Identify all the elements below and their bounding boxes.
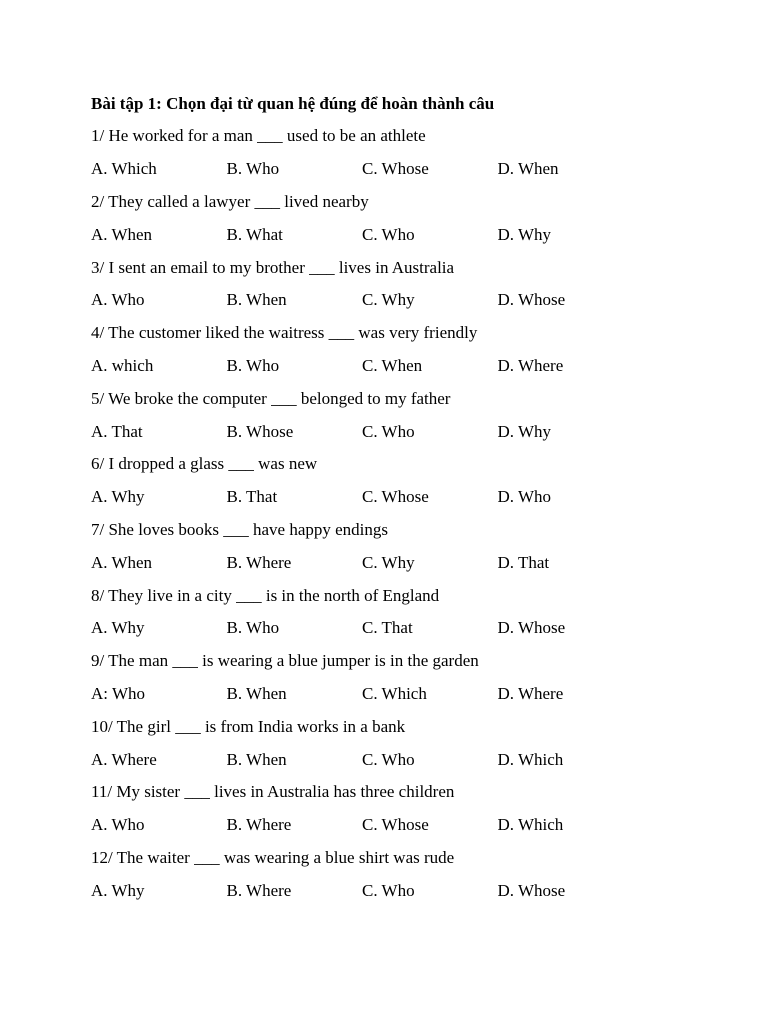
exercise-title: Bài tập 1: Chọn đại từ quan hệ đúng để hoàn thành câu: [91, 94, 495, 113]
option-b: B. Where: [226, 880, 292, 900]
question-item: [91, 190, 711, 256]
question-item: [91, 584, 711, 650]
worksheet: [91, 92, 711, 912]
question-item: [91, 518, 711, 584]
option-a: A. That: [91, 421, 143, 441]
question-text: 5/ We broke the computer ___ belonged to my father: [91, 388, 451, 408]
option-c: C. Whose: [362, 815, 429, 835]
option-a: A. Why: [91, 487, 145, 507]
option-d: D. Whose: [497, 290, 566, 310]
option-a: A. Why: [91, 618, 145, 638]
question-text: 8/ They live in a city ___ is in the north of England: [91, 585, 440, 605]
option-b: B. Where: [226, 552, 292, 572]
option-d: D. Why: [497, 224, 552, 244]
answer-options: [91, 748, 711, 772]
option-d: D. That: [497, 552, 550, 572]
question-item: [91, 649, 711, 715]
question-text: 4/ The customer liked the waitress ___ was very friendly: [91, 323, 478, 343]
option-a: A: Who: [91, 683, 145, 703]
question-item: [91, 321, 711, 387]
option-c: C. Who: [362, 880, 415, 900]
question-text: 12/ The waiter ___ was wearing a blue shirt was rude: [91, 847, 455, 867]
option-b: B. When: [226, 683, 287, 703]
option-c: C. Who: [362, 749, 415, 769]
option-a: A. When: [91, 552, 153, 572]
question-list: [91, 124, 711, 911]
answer-options: [91, 682, 711, 706]
option-b: B. When: [226, 290, 287, 310]
option-c: C. That: [362, 618, 413, 638]
question-item: [91, 256, 711, 322]
option-c: C. When: [362, 355, 423, 375]
option-c: C. Which: [362, 683, 427, 703]
answer-options: [91, 354, 711, 378]
question-item: [91, 124, 711, 190]
option-d: D. Where: [497, 355, 564, 375]
option-b: B. Who: [226, 159, 280, 179]
question-text: 9/ The man ___ is wearing a blue jumper is in the garden: [91, 651, 479, 671]
option-c: C. Why: [362, 552, 415, 572]
answer-options: [91, 223, 711, 247]
question-text: 11/ My sister ___ lives in Australia has three children: [91, 782, 455, 802]
option-d: D. Who: [497, 487, 552, 507]
question-text: 6/ I dropped a glass ___ was new: [91, 454, 318, 474]
option-b: B. Whose: [226, 421, 294, 441]
question-text: 3/ I sent an email to my brother ___ lives in Australia: [91, 257, 455, 277]
question-item: [91, 452, 711, 518]
question-item: [91, 846, 711, 912]
answer-options: [91, 420, 711, 444]
option-d: D. Which: [497, 815, 564, 835]
option-b: B. Who: [226, 355, 280, 375]
option-d: D. When: [497, 159, 559, 179]
question-text: 2/ They called a lawyer ___ lived nearby: [91, 191, 369, 211]
option-b: B. When: [226, 749, 287, 769]
option-d: D. Where: [497, 683, 564, 703]
option-d: D. Why: [497, 421, 552, 441]
option-c: C. Who: [362, 421, 415, 441]
option-a: A. Why: [91, 880, 145, 900]
option-c: C. Whose: [362, 159, 429, 179]
option-d: D. Whose: [497, 880, 566, 900]
answer-options: [91, 288, 711, 312]
option-c: C. Why: [362, 290, 415, 310]
option-b: B. What: [226, 224, 283, 244]
answer-options: [91, 157, 711, 181]
answer-options: [91, 616, 711, 640]
option-a: A. Who: [91, 815, 145, 835]
answer-options: [91, 485, 711, 509]
option-d: D. Whose: [497, 618, 566, 638]
option-c: C. Whose: [362, 487, 429, 507]
option-a: A. Who: [91, 290, 145, 310]
option-a: A. which: [91, 355, 154, 375]
question-text: 7/ She loves books ___ have happy endings: [91, 519, 388, 539]
option-b: B. That: [226, 487, 278, 507]
option-b: B. Who: [226, 618, 280, 638]
question-text: 1/ He worked for a man ___ used to be an athlete: [91, 126, 426, 146]
answer-options: [91, 813, 711, 837]
question-item: [91, 715, 711, 781]
option-b: B. Where: [226, 815, 292, 835]
answer-options: [91, 879, 711, 903]
option-a: A. Where: [91, 749, 157, 769]
question-text: 10/ The girl ___ is from India works in a bank: [91, 716, 406, 736]
question-item: [91, 780, 711, 846]
question-item: [91, 387, 711, 453]
option-a: A. Which: [91, 159, 157, 179]
option-a: A. When: [91, 224, 153, 244]
option-c: C. Who: [362, 224, 415, 244]
answer-options: [91, 551, 711, 575]
option-d: D. Which: [497, 749, 564, 769]
